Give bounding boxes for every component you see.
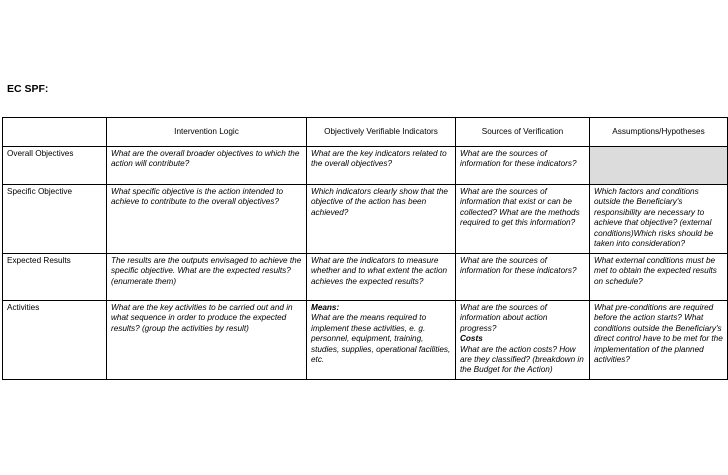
sources-progress-text: What are the sources of information about action progress? [460, 303, 548, 333]
row-label-expected-results: Expected Results [3, 254, 107, 301]
costs-title: Costs [460, 334, 483, 344]
cell-indicators: What are the key indicators related to the overall objectives? [307, 147, 456, 185]
cell-assumptions-shaded [590, 147, 728, 185]
header-indicators: Objectively Verifiable Indicators [307, 118, 456, 147]
header-assumptions: Assumptions/Hypotheses [590, 118, 728, 147]
table-row [3, 254, 728, 301]
cell-sources: What are the sources of information for these indicators? [456, 147, 590, 185]
table-row [3, 301, 728, 380]
header-intervention-logic: Intervention Logic [107, 118, 307, 147]
means-title: Means: [311, 303, 340, 312]
table-row [3, 185, 728, 254]
cell-intervention-logic: What are the overall broader objectives to which the action will contribute? [107, 147, 307, 185]
row-label-specific-objective: Specific Objective [3, 185, 107, 254]
cell-intervention-logic: What specific objective is the action intended to achieve to contribute to the overall objectives? [107, 185, 307, 254]
cell-indicators: Which indicators clearly show that the objective of the action has been achieved? [307, 185, 456, 254]
cell-sources [456, 301, 590, 380]
cell-sources: What are the sources of information for these indicators? [456, 254, 590, 301]
cell-sources: What are the sources of information that exist or can be collected? What are the methods required to get this information? [456, 185, 590, 254]
logframe-table [2, 117, 728, 380]
cell-assumptions: Which factors and conditions outside the Beneficiary's responsibility are necessary to achieve that objective? (external conditions)Which risks should be taken into consideration? [590, 185, 728, 254]
row-label-overall-objectives: Overall Objectives [3, 147, 107, 185]
header-sources: Sources of Verification [456, 118, 590, 147]
cell-indicators [307, 301, 456, 380]
document-heading: EC SPF: [7, 83, 49, 95]
means-text: What are the means required to implement these activities, e. g. personnel, equipment, training, studies, supplies, operational facilities, etc. [311, 313, 451, 365]
costs-text: What are the action costs? How are they classified? (breakdown in the Budget for the Action) [460, 344, 584, 375]
header-corner-cell [3, 118, 107, 147]
row-label-activities: Activities [3, 301, 107, 380]
cell-intervention-logic: The results are the outputs envisaged to achieve the specific objective. What are the expected results? (enumerate them) [107, 254, 307, 301]
table-header-row [3, 118, 728, 147]
cell-intervention-logic: What are the key activities to be carried out and in what sequence in order to produce the expected results? (group the activities by result) [107, 301, 307, 380]
cell-indicators: What are the indicators to measure whether and to what extent the action achieves the expected results? [307, 254, 456, 301]
table-row [3, 147, 728, 185]
cell-assumptions: What pre-conditions are required before the action starts? What conditions outside the Beneficiary's direct control have to be met for the implementation of the planned activities? [590, 301, 728, 380]
cell-assumptions: What external conditions must be met to obtain the expected results on schedule? [590, 254, 728, 301]
